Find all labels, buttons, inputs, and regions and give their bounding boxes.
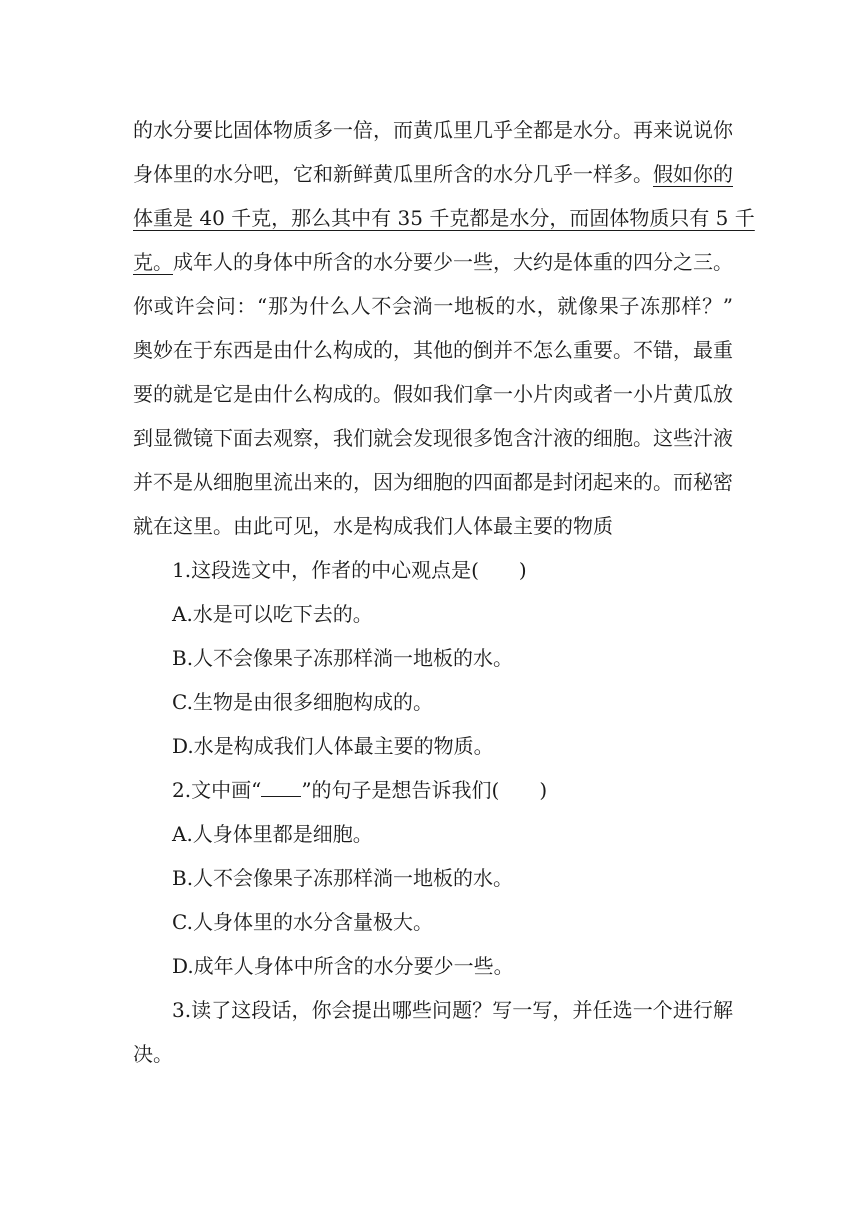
passage-line: [133, 152, 733, 196]
option-d: D.水是构成我们人体最主要的物质。: [172, 734, 494, 758]
passage-line: 奥妙在于东西是由什么构成的，其他的倒并不怎么重要。不错，最重: [133, 338, 733, 362]
option-b: B.人不会像果子冻那样淌一地板的水。: [172, 866, 514, 890]
document-page: [133, 108, 755, 1076]
question-stem: 3.读了这段话，你会提出哪些问题？写一写，并任选一个进行解: [172, 998, 733, 1022]
passage-line: 到显微镜下面去观察，我们就会发现很多饱含汁液的细胞。这些汁液: [133, 426, 733, 450]
passage-line: 并不是从细胞里流出来的，因为细胞的四面都是封闭起来的。而秘密: [133, 470, 733, 494]
option-d: D.成年人身体中所含的水分要少一些。: [172, 954, 514, 978]
passage-line: 的水分要比固体物质多一倍，而黄瓜里几乎全都是水分。再来说说你: [133, 118, 733, 142]
option-a: A.水是可以吃下去的。: [172, 602, 373, 626]
passage-line: 你或许会问：“那为什么人不会淌一地板的水，就像果子冻那样？”: [133, 294, 733, 318]
question-1: [133, 548, 733, 768]
passage-line: 就在这里。由此可见，水是构成我们人体最主要的物质: [133, 514, 613, 538]
underlined-sentence: 克。: [133, 250, 173, 274]
option-a: A.人身体里都是细胞。: [172, 822, 373, 846]
option-c: C.生物是由很多细胞构成的。: [172, 690, 433, 714]
question-3: [133, 988, 733, 1076]
passage-line: 要的就是它是由什么构成的。假如我们拿一小片肉或者一小片黄瓜放: [133, 382, 733, 406]
question-stem: [133, 768, 733, 812]
passage-text: 成年人的身体中所含的水分要少一些，大约是体重的四分之三。: [173, 250, 733, 274]
question-stem-text: 2.文中画“: [172, 778, 262, 802]
question-stem-text: ”的句子是想告诉我们( ): [301, 778, 548, 802]
option-c: C.人身体里的水分含量极大。: [172, 910, 433, 934]
question-stem: 1.这段选文中，作者的中心观点是( ): [172, 558, 527, 582]
underlined-sentence: 假如你的: [653, 162, 733, 186]
reading-passage: [133, 108, 755, 548]
option-b: B.人不会像果子冻那样淌一地板的水。: [172, 646, 514, 670]
passage-text: 身体里的水分吧，它和新鲜黄瓜里所含的水分几乎一样多。: [133, 162, 653, 186]
underlined-sentence: 体重是 40 千克，那么其中有 35 千克都是水分，而固体物质只有 5 千: [133, 206, 755, 230]
passage-line: [133, 240, 733, 284]
question-2: [133, 768, 733, 988]
question-stem: 决。: [133, 1042, 173, 1066]
underline-mark: [261, 778, 301, 797]
